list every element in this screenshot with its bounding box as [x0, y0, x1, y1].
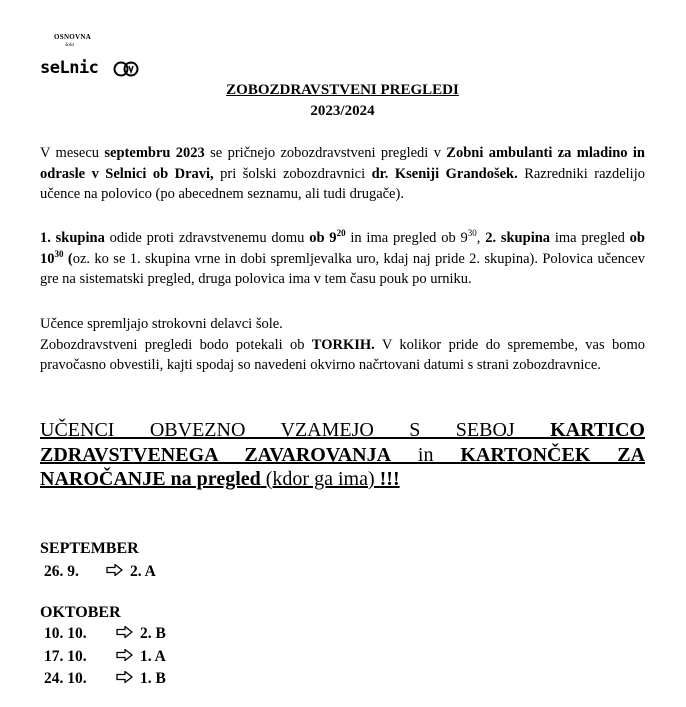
schedule-date: 24. 10.	[44, 670, 87, 687]
time-superscript: 30	[54, 248, 64, 259]
bold-span: septembru 2023	[104, 145, 205, 161]
schedule-date: 26. 9.	[44, 563, 79, 580]
schedule-class: 2. B	[140, 625, 166, 642]
info-paragraph	[40, 314, 645, 376]
outline-right-arrow-icon	[116, 625, 134, 639]
text-span: pri šolski zobozdravnici	[213, 165, 372, 182]
notice-bold: KARTONČEK ZA NAROČANJE na pregled	[40, 443, 646, 490]
bold-span: Zobni ambulanti za mladino in odrasle v Selnici ob Dravi,	[40, 145, 645, 182]
schedule-date: 17. 10.	[44, 648, 87, 665]
school-logo	[40, 33, 140, 81]
time-text: ob 10	[40, 230, 645, 267]
schedule-row	[44, 669, 166, 689]
month-heading-september: SEPTEMBER	[40, 540, 139, 557]
groups-paragraph	[40, 228, 645, 290]
bold-span: dr. Kseniji Grandošek.	[371, 165, 518, 182]
bold-span: 2. skupina	[485, 230, 551, 246]
text-span: ,	[476, 230, 486, 246]
text-span: Zobozdravstveni pregledi bodo potekali ob	[40, 336, 312, 353]
notice-bold: !!!	[379, 468, 400, 490]
schedule-date: 10. 10.	[44, 625, 87, 642]
outline-right-arrow-icon	[116, 670, 134, 684]
bold-span	[309, 230, 345, 246]
notice-bold: KARTICO ZDRAVSTVENEGA ZAVAROVANJA	[40, 419, 645, 466]
outline-right-arrow-icon	[116, 648, 134, 662]
page-subtitle-year: 2023/2024	[310, 103, 375, 119]
schedule-class: 2. A	[130, 563, 156, 580]
notice-text: in	[391, 443, 461, 466]
schedule-class: 1. B	[140, 670, 166, 687]
logo-sub-text: šola	[65, 42, 75, 48]
bold-span: 1. skupina	[40, 230, 105, 246]
schedule-row	[44, 624, 166, 644]
notice-text: (kdor ga ima)	[260, 468, 380, 490]
intro-paragraph	[40, 143, 645, 205]
text-span: V kolikor pride do spremembe, vas bomo pravočasno obvestili, kajti spodaj so navedeni okvirno načrtovani datumi s strani zobozdravnice.	[40, 336, 645, 374]
notice-text: UČENCI OBVEZNO VZAMEJO S SEBOJ	[40, 419, 551, 441]
bold-span: TORKIH.	[311, 336, 375, 353]
text-span: V mesecu	[40, 145, 105, 161]
schedule-row	[44, 647, 166, 667]
text-span: ima pregled	[550, 230, 630, 246]
text-span: Učence spremljajo strokovni delavci šole.	[40, 316, 283, 332]
outline-right-arrow-icon	[106, 563, 124, 577]
text-span: se pričnejo zobozdravstveni pregledi v	[204, 145, 447, 161]
logo-main-text: seLnic	[40, 58, 99, 78]
page-title: ZOBOZDRAVSTVENI PREGLEDI	[226, 82, 459, 98]
time-superscript: 30	[467, 228, 477, 239]
text-span: Razredniki razdelijo učence na polovico (po abecednem seznamu, ali tudi drugače).	[40, 165, 645, 203]
logo-top-text: OSNOVNA	[54, 33, 92, 41]
text-span: oz. ko se 1. skupina vrne in dobi spremljevalka uro, kdaj naj pride 2. skupina). Polovica učencev gre na sistematski pregled, druga polovica ima v tem času pouk po urniku.	[40, 250, 645, 288]
bold-span: (	[63, 250, 73, 267]
text-span: odide proti zdravstvenemu domu	[104, 230, 310, 246]
time-text: ob 9	[309, 230, 337, 246]
schedule-class: 1. A	[140, 648, 166, 665]
schedule-row	[44, 562, 156, 582]
time-superscript: 20	[336, 228, 346, 239]
important-notice	[40, 418, 645, 492]
text-span: in ima pregled ob 9	[345, 230, 468, 246]
month-heading-october: OKTOBER	[40, 604, 121, 621]
tooth-circle-logo-icon	[113, 59, 139, 79]
